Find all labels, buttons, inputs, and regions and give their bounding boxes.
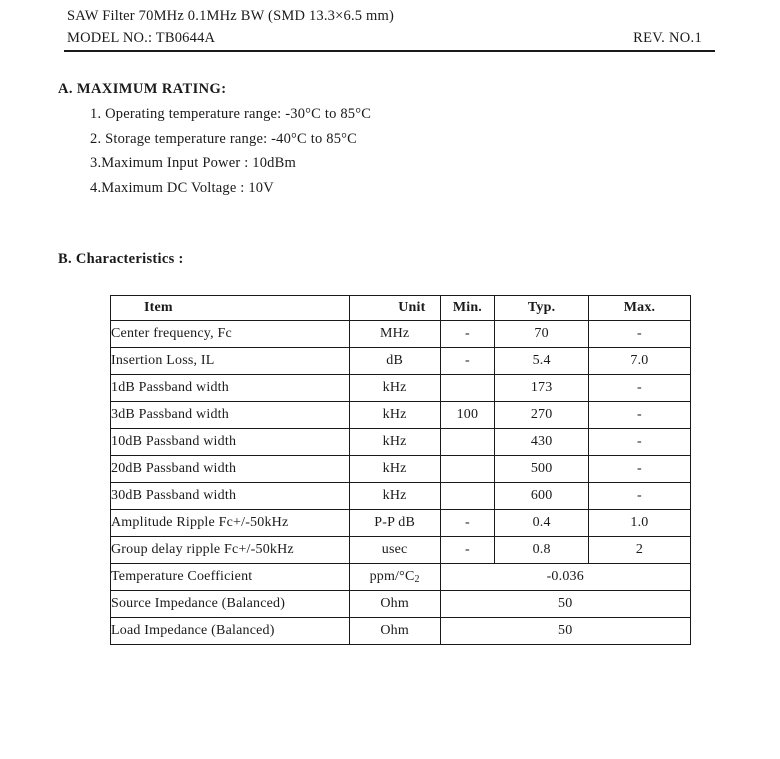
cell-max: - — [588, 483, 690, 510]
cell-item: Temperature Coefficient — [111, 564, 350, 591]
table-row — [111, 375, 691, 402]
cell-item: Load Impedance (Balanced) — [111, 618, 350, 645]
cell-typ: 500 — [495, 456, 589, 483]
cell-max: - — [588, 375, 690, 402]
cell-item: Group delay ripple Fc+/-50kHz — [111, 537, 350, 564]
cell-typ: 173 — [495, 375, 589, 402]
cell-unit: kHz — [349, 483, 440, 510]
cell-unit: MHz — [349, 321, 440, 348]
table-row — [111, 591, 691, 618]
revision-number: REV. NO.1 — [633, 30, 702, 46]
cell-unit: kHz — [349, 375, 440, 402]
cell-typ: 70 — [495, 321, 589, 348]
header-max: Max. — [588, 296, 690, 321]
section-a-title: A. MAXIMUM RATING: — [58, 81, 227, 97]
header-typ: Typ. — [495, 296, 589, 321]
cell-min: - — [440, 348, 495, 375]
table-row — [111, 456, 691, 483]
cell-typ: 0.8 — [495, 537, 589, 564]
table-row — [111, 429, 691, 456]
cell-max: 2 — [588, 537, 690, 564]
cell-max: - — [588, 321, 690, 348]
cell-unit: kHz — [349, 402, 440, 429]
cell-max: - — [588, 456, 690, 483]
cell-min — [440, 456, 495, 483]
cell-max: 1.0 — [588, 510, 690, 537]
header-item: Item — [111, 296, 350, 321]
unit-subscript: 2 — [414, 574, 420, 585]
cell-item: 20dB Passband width — [111, 456, 350, 483]
characteristics-table — [110, 295, 691, 645]
table-row — [111, 618, 691, 645]
rating-item: 1. Operating temperature range: -30°C to 85°C — [90, 106, 372, 122]
header-min: Min. — [440, 296, 495, 321]
header-rule — [64, 50, 715, 52]
cell-max: 7.0 — [588, 348, 690, 375]
cell-min — [440, 375, 495, 402]
cell-typ: 430 — [495, 429, 589, 456]
model-number: MODEL NO.: TB0644A — [67, 30, 216, 46]
cell-typ: 5.4 — [495, 348, 589, 375]
cell-item: Insertion Loss, IL — [111, 348, 350, 375]
cell-min: 100 — [440, 402, 495, 429]
cell-unit: usec — [349, 537, 440, 564]
cell-unit: P-P dB — [349, 510, 440, 537]
max-rating-list — [90, 105, 371, 203]
table-row — [111, 537, 691, 564]
table-row — [111, 564, 691, 591]
header-unit: Unit — [349, 296, 440, 321]
cell-unit: kHz — [349, 456, 440, 483]
table-row — [111, 510, 691, 537]
cell-min: - — [440, 510, 495, 537]
cell-typ: 0.4 — [495, 510, 589, 537]
cell-item: 10dB Passband width — [111, 429, 350, 456]
table-row — [111, 348, 691, 375]
cell-item: 30dB Passband width — [111, 483, 350, 510]
cell-unit: kHz — [349, 429, 440, 456]
table-header-row — [111, 296, 691, 321]
cell-item: Source Impedance (Balanced) — [111, 591, 350, 618]
cell-item: Amplitude Ripple Fc+/-50kHz — [111, 510, 350, 537]
table-row — [111, 321, 691, 348]
cell-min: - — [440, 321, 495, 348]
cell-typ: 600 — [495, 483, 589, 510]
cell-min — [440, 483, 495, 510]
section-b-title: B. Characteristics : — [58, 251, 184, 267]
header-title: SAW Filter 70MHz 0.1MHz BW (SMD 13.3×6.5 mm) — [67, 8, 395, 24]
cell-min: - — [440, 537, 495, 564]
cell-max: - — [588, 402, 690, 429]
cell-unit: Ohm — [349, 591, 440, 618]
cell-merged-value: 50 — [440, 618, 691, 645]
cell-merged-value: -0.036 — [440, 564, 691, 591]
cell-item: 1dB Passband width — [111, 375, 350, 402]
cell-max: - — [588, 429, 690, 456]
cell-item: Center frequency, Fc — [111, 321, 350, 348]
cell-unit: dB — [349, 348, 440, 375]
rating-item: 3.Maximum Input Power : 10dBm — [90, 155, 296, 171]
cell-min — [440, 429, 495, 456]
rating-item: 2. Storage temperature range: -40°C to 85°C — [90, 130, 358, 147]
cell-typ: 270 — [495, 402, 589, 429]
unit-text: ppm/°C — [369, 569, 415, 584]
cell-unit — [349, 564, 440, 591]
cell-unit: Ohm — [349, 618, 440, 645]
rating-item: 4.Maximum DC Voltage : 10V — [90, 179, 274, 196]
table-row — [111, 402, 691, 429]
cell-item: 3dB Passband width — [111, 402, 350, 429]
cell-merged-value: 50 — [440, 591, 691, 618]
table-row — [111, 483, 691, 510]
